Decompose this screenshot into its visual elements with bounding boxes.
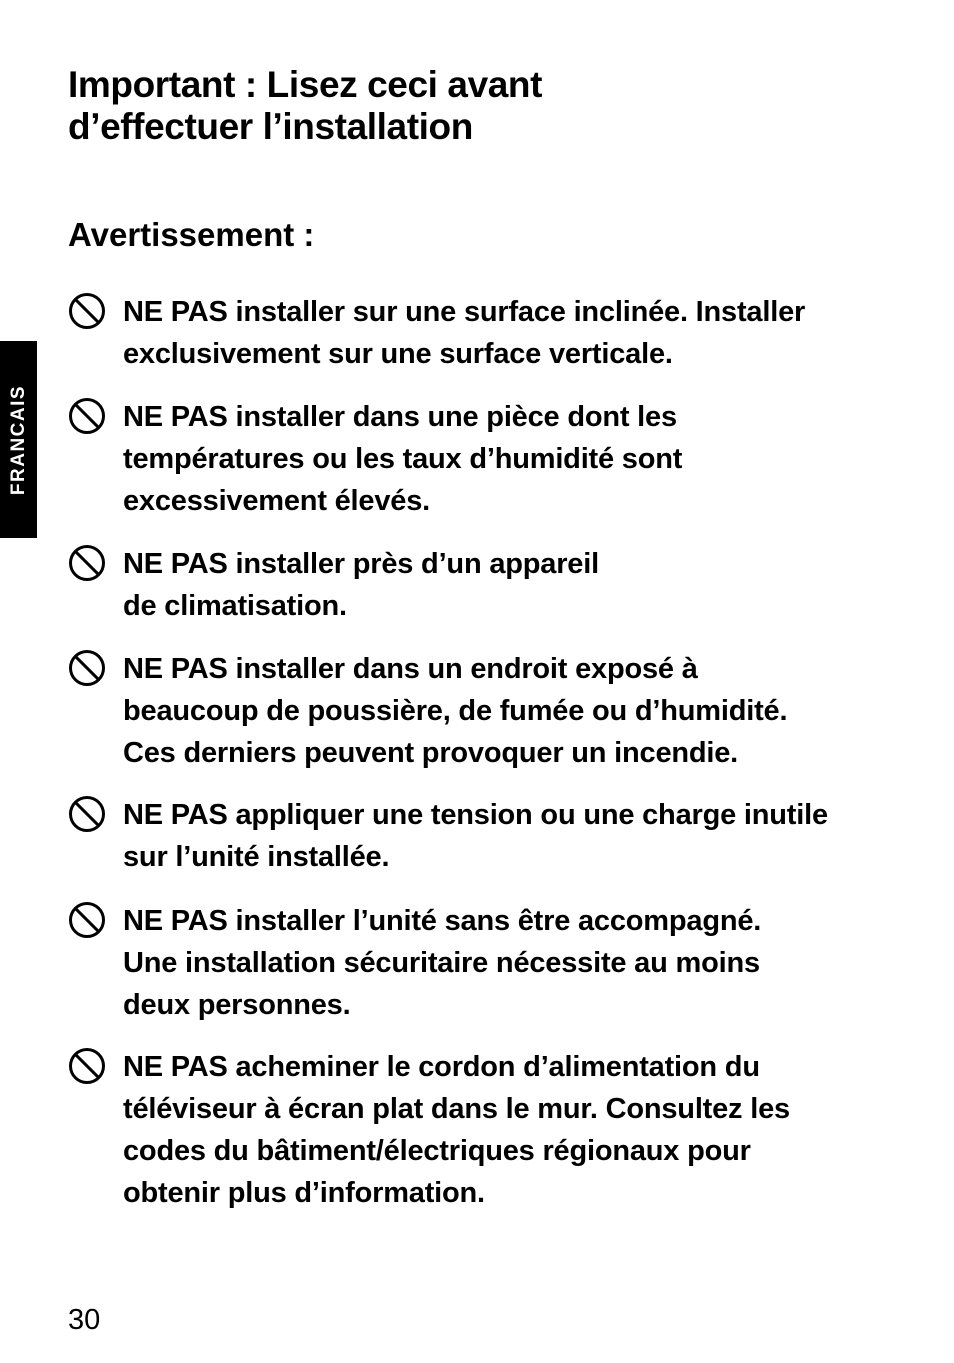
warning-line: obtenir plus d’information. — [123, 1177, 485, 1209]
warning-line: NE PAS installer sur une surface inclinée. Installer — [123, 296, 806, 328]
warning-line: NE PAS appliquer une tension ou une charge inutile — [123, 799, 828, 831]
warning-text — [123, 396, 898, 522]
page-title-line: d’effectuer l’installation — [68, 106, 473, 147]
warning-line: codes du bâtiment/électriques régionaux pour — [123, 1135, 751, 1167]
warning-line: téléviseur à écran plat dans le mur. Consultez les — [123, 1093, 790, 1125]
no-entry-icon — [68, 292, 106, 330]
language-tab — [0, 341, 37, 538]
warning-text — [123, 648, 898, 774]
warning-line: Une installation sécuritaire nécessite au moins — [123, 947, 760, 979]
page-number: 30 — [68, 1304, 101, 1336]
warning-text — [123, 291, 898, 375]
language-tab-label: FRANCAIS — [7, 384, 29, 495]
warning-line: Ces derniers peuvent provoquer un incendie. — [123, 737, 739, 769]
warning-line: NE PAS installer l’unité sans être accompagné. — [123, 905, 762, 937]
warning-text — [123, 543, 898, 627]
warning-line: NE PAS acheminer le cordon d’alimentation du — [123, 1051, 760, 1083]
warning-text — [123, 794, 898, 878]
warning-line: sur l’unité installée. — [123, 841, 390, 873]
no-entry-icon — [68, 901, 106, 939]
warning-line: excessivement élevés. — [123, 485, 430, 517]
warning-line: exclusivement sur une surface verticale. — [123, 338, 673, 370]
warning-line: NE PAS installer dans une pièce dont les — [123, 401, 677, 433]
no-entry-icon — [68, 1047, 106, 1085]
warning-line: NE PAS installer près d’un appareil — [123, 548, 599, 580]
page-title-line: Important : Lisez ceci avant — [68, 64, 543, 105]
no-entry-icon — [68, 544, 106, 582]
no-entry-icon — [68, 397, 106, 435]
warning-line: beaucoup de poussière, de fumée ou d’humidité. — [123, 695, 788, 727]
warning-line: températures ou les taux d’humidité sont — [123, 443, 683, 475]
no-entry-icon — [68, 649, 106, 687]
warning-line: de climatisation. — [123, 590, 347, 622]
warning-line: NE PAS installer dans un endroit exposé à — [123, 653, 698, 685]
warning-line: deux personnes. — [123, 989, 351, 1021]
no-entry-icon — [68, 795, 106, 833]
warning-text — [123, 900, 898, 1026]
warning-text — [123, 1046, 898, 1214]
section-heading: Avertissement : — [68, 216, 315, 253]
page-title — [68, 64, 668, 148]
